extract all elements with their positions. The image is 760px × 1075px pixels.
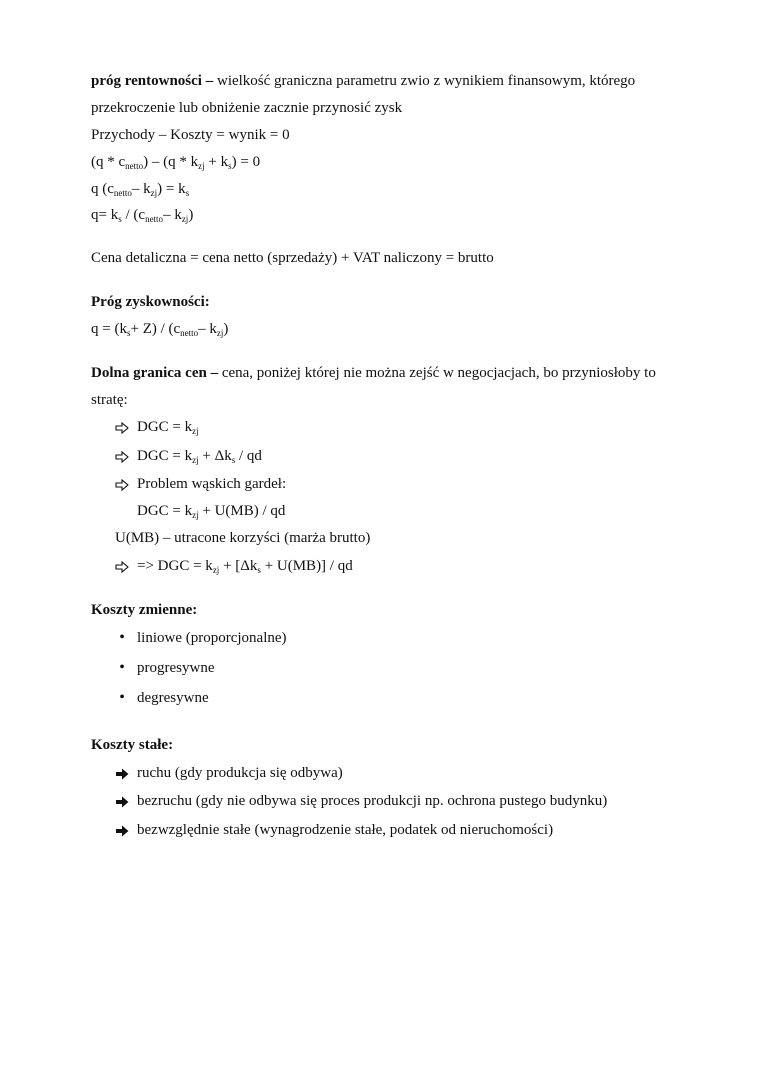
formula-prog-zyskownosci: $q = (k_s+ Z) / (c_{netto}-$ $k_{zj}$)	[91, 321, 229, 338]
bold-arrow-icon	[113, 791, 131, 811]
dgc-item-1: DGC = $k_{zj}$	[137, 419, 199, 436]
list-item: degresywne	[137, 690, 209, 706]
equation-2: $(q * c_{netto}) - (q * k_{zj} + k_s) = 0$	[91, 154, 261, 171]
term-dolna-granica: Dolna granica cen –	[91, 365, 219, 381]
list-item: bezwzględnie stałe (wynagrodzenie stałe, podatek od nieruchomości)	[137, 822, 554, 838]
outline-arrow-icon	[113, 417, 131, 437]
dgc-item-4: => DGC = $k_{zj} + [\Delta k_s + U(MB)]$ / qd	[137, 558, 353, 575]
list-item: bezruchu (gdy nie odbywa się proces produkcji np. ochrona pustego budynku)	[137, 793, 608, 809]
equation-4: $q= k_s / (c_{netto}-$ $k_{zj}$)	[91, 207, 194, 224]
definition-text-cont: przekroczenie lub obniżenie zacznie przynosić zysk	[91, 100, 403, 116]
definition-dolna-granica: Dolna granica cen – cena, poniżej której nie można zejść w negocjacjach, bo przyniosłoby to	[91, 365, 656, 381]
bullet-icon: •	[119, 689, 125, 706]
umb-definition: U(MB) – utracone korzyści (marża brutto)	[115, 530, 371, 546]
dgc-item-3: Problem wąskich gardeł:	[137, 476, 287, 492]
definition-dolna-cont: stratę:	[91, 392, 128, 408]
bold-arrow-icon	[113, 763, 131, 783]
term-prog-rentownosci: próg rentowności –	[91, 73, 214, 89]
outline-arrow-icon	[113, 474, 131, 494]
list-item: ruchu (gdy produkcja się odbywa)	[137, 765, 343, 781]
heading-koszty-zmienne: Koszty zmienne:	[91, 602, 198, 618]
equation-3: q ($c_{netto}-$ $k_{zj}) = k_s$	[91, 181, 190, 198]
dgc-item-2: DGC = $k_{zj} + \Delta k_s$ / qd	[137, 448, 262, 465]
list-item: progresywne	[137, 660, 215, 676]
dgc-item-3b: DGC = $k_{zj} + U(MB)$ / qd	[137, 503, 286, 520]
heading-prog-zyskownosci: Próg zyskowności:	[91, 294, 210, 310]
outline-arrow-icon	[113, 556, 131, 576]
bullet-icon: •	[119, 629, 125, 646]
bullet-icon: •	[119, 659, 125, 676]
cena-detaliczna: Cena detaliczna = cena netto (sprzedaży) + VAT naliczony = brutto	[91, 250, 494, 266]
bold-arrow-icon	[113, 820, 131, 840]
outline-arrow-icon	[113, 446, 131, 466]
list-item: liniowe (proporcjonalne)	[137, 630, 287, 646]
equation-1: Przychody – Koszty = wynik = 0	[91, 127, 290, 143]
definition-prog-rentownosci	[91, 71, 635, 91]
heading-koszty-stale: Koszty stałe:	[91, 737, 174, 753]
definition-text: wielkość graniczna parametru zwio z wynikiem finansowym, którego	[213, 73, 636, 89]
